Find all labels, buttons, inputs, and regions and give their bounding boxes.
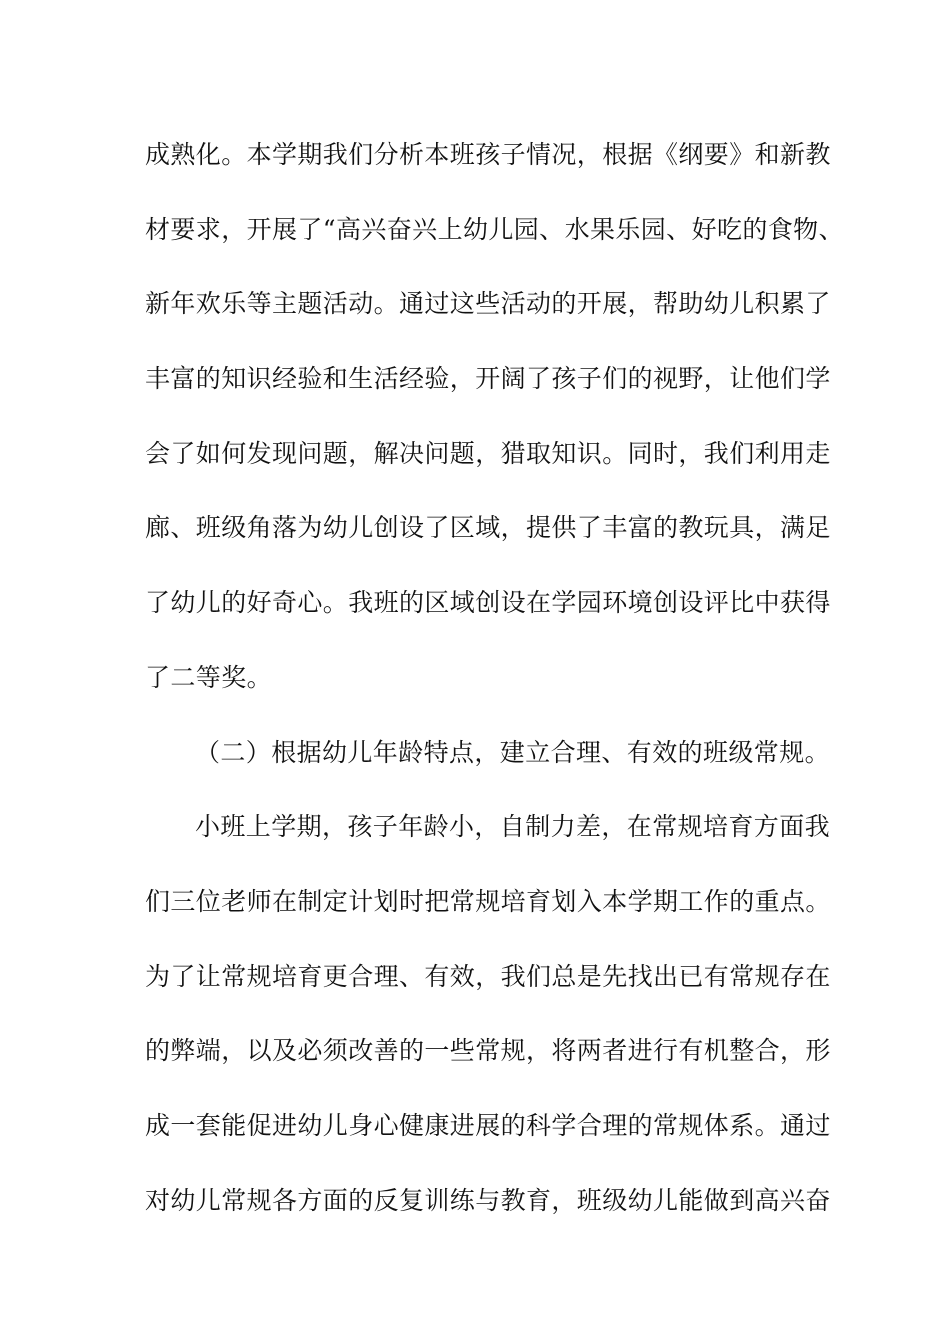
- text-line: 为了让常规培育更合理、有效，我们总是先找出已有常规存在: [145, 961, 831, 991]
- text-line: 了二等奖。: [145, 662, 273, 692]
- paragraph-first-line: 小班上学期，孩子年龄小，自制力差，在常规培育方面我: [195, 812, 831, 842]
- text-line: 廊、班级角落为幼儿创设了区域，提供了丰富的教玩具，满足: [145, 513, 831, 543]
- text-line: 丰富的知识经验和生活经验，开阔了孩子们的视野，让他们学: [145, 364, 831, 394]
- text-line: 材要求，开展了“高兴奋兴上幼儿园、水果乐园、好吃的食物、: [145, 214, 844, 244]
- text-line: 的弊端，以及必须改善的一些常规，将两者进行有机整合，形: [145, 1036, 831, 1066]
- text-line: 了幼儿的好奇心。我班的区域创设在学园环境创设评比中获得: [145, 588, 831, 618]
- text-line: 成熟化。本学期我们分析本班孩子情况，根据《纲要》和新教: [145, 140, 831, 169]
- text-line: 新年欢乐等主题活动。通过这些活动的开展，帮助幼儿积累了: [145, 289, 831, 319]
- text-line: 们三位老师在制定计划时把常规培育划入本学期工作的重点。: [145, 886, 831, 916]
- text-line: 对幼儿常规各方面的反复训练与教育，班级幼儿能做到高兴奋: [145, 1185, 831, 1215]
- body-text: [145, 132, 844, 1252]
- section-heading: （二）根据幼儿年龄特点，建立合理、有效的班级常规。: [195, 737, 831, 767]
- text-line: 会了如何发现问题，解决问题，猎取知识。同时，我们利用走: [145, 438, 831, 468]
- text-line: 成一套能促进幼儿身心健康进展的科学合理的常规体系。通过: [145, 1110, 831, 1140]
